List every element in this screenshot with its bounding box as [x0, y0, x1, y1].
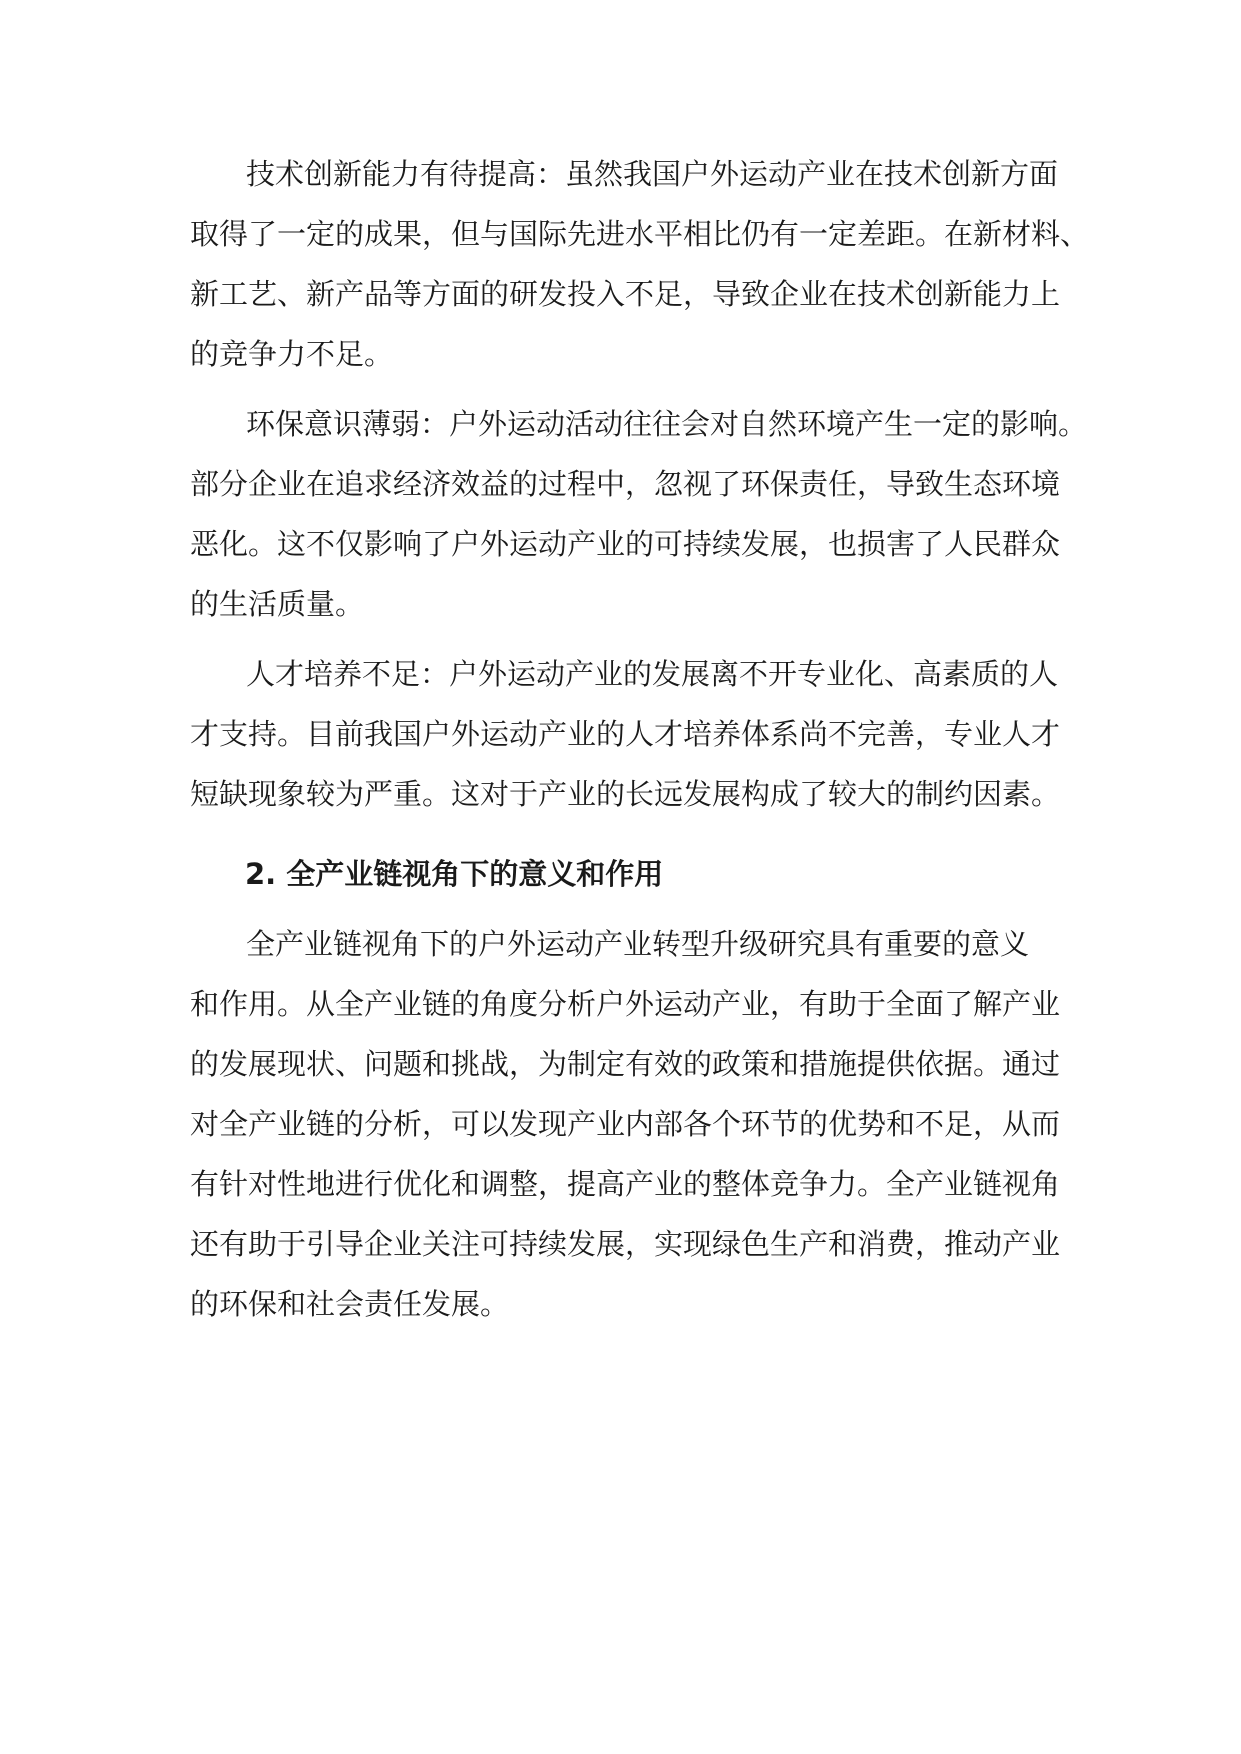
paragraph-line: 短缺现象较为严重。这对于产业的长远发展构成了较大的制约因素。	[190, 777, 1061, 811]
paragraph-line: 恶化。这不仅影响了户外运动产业的可持续发展，也损害了人民群众	[190, 527, 1061, 561]
paragraph-line: 的环保和社会责任发展。	[190, 1287, 510, 1321]
paragraph-line: 环保意识薄弱：户外运动活动往往会对自然环境产生一定的影响。	[246, 407, 1088, 441]
paragraph-line: 新工艺、新产品等方面的研发投入不足，导致企业在技术创新能力上	[190, 277, 1061, 311]
paragraph-line: 人才培养不足：户外运动产业的发展离不开专业化、高素质的人	[246, 657, 1059, 691]
paragraph-line: 和作用。从全产业链的角度分析户外运动产业，有助于全面了解产业	[190, 987, 1061, 1021]
paragraph-line: 的竞争力不足。	[190, 337, 394, 371]
paragraph-line: 全产业链视角下的户外运动产业转型升级研究具有重要的意义	[246, 927, 1030, 961]
paragraph-line: 的发展现状、问题和挑战，为制定有效的政策和措施提供依据。通过	[190, 1047, 1061, 1081]
paragraph-line: 技术创新能力有待提高：虽然我国户外运动产业在技术创新方面	[246, 157, 1059, 191]
paragraph-line: 的生活质量。	[190, 587, 365, 621]
section-heading: 2. 全产业链视角下的意义和作用	[245, 857, 664, 891]
paragraph-line: 才支持。目前我国户外运动产业的人才培养体系尚不完善，专业人才	[190, 717, 1061, 751]
paragraph-line: 对全产业链的分析，可以发现产业内部各个环节的优势和不足，从而	[190, 1107, 1061, 1141]
paragraph-line: 有针对性地进行优化和调整，提高产业的整体竞争力。全产业链视角	[190, 1167, 1061, 1201]
paragraph-line: 部分企业在追求经济效益的过程中，忽视了环保责任，导致生态环境	[190, 467, 1061, 501]
paragraph-line: 取得了一定的成果，但与国际先进水平相比仍有一定差距。在新材料、	[190, 217, 1090, 251]
paragraph-line: 还有助于引导企业关注可持续发展，实现绿色生产和消费，推动产业	[190, 1227, 1061, 1261]
